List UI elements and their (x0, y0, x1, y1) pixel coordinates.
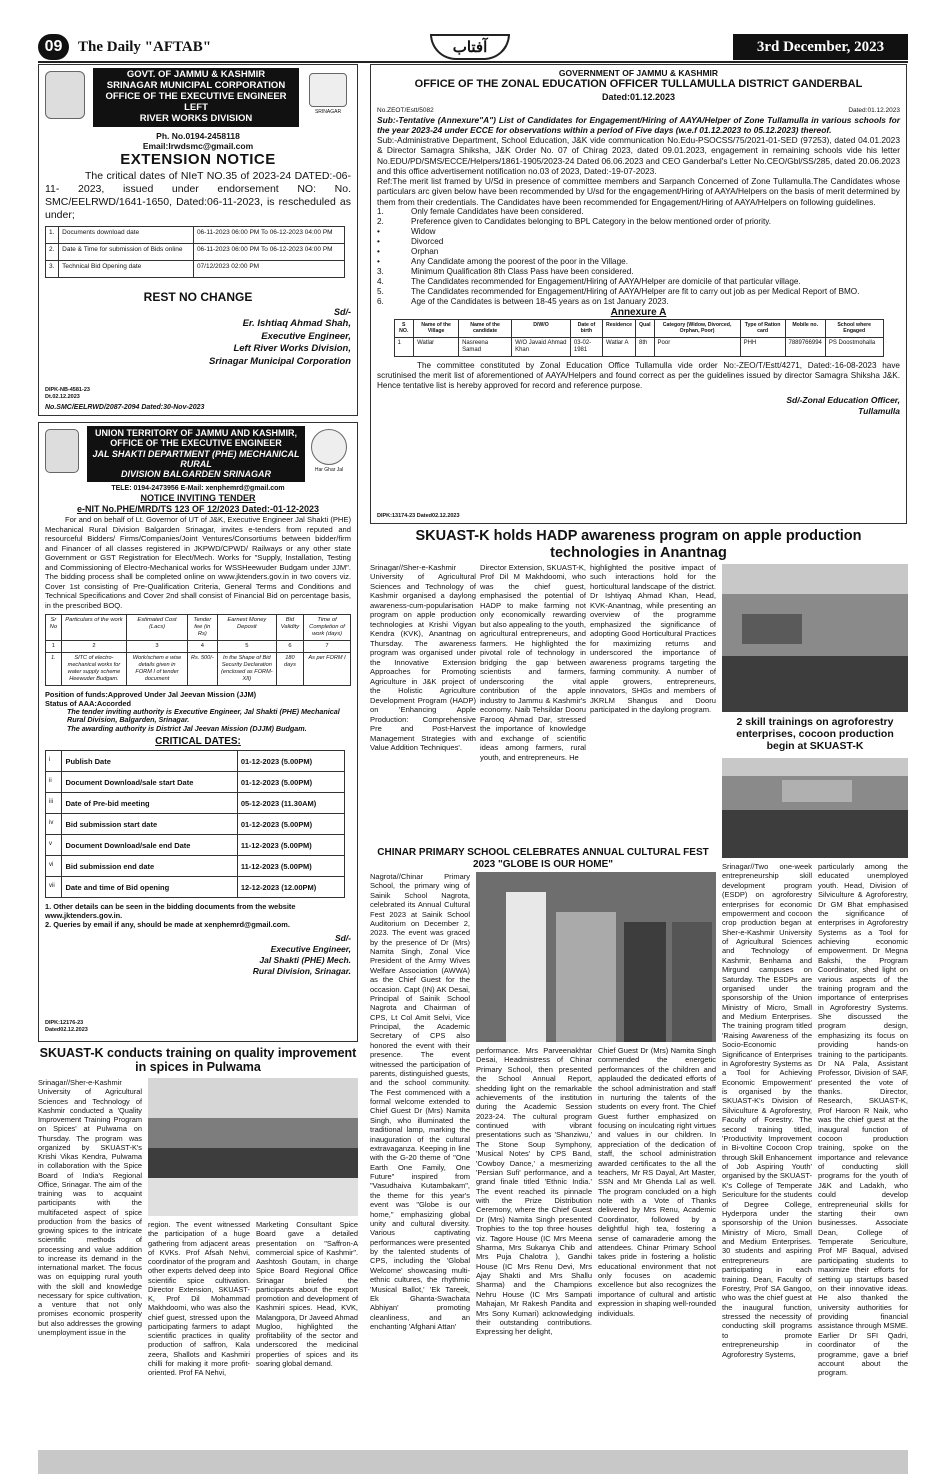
ad2-aaa: Status of AAA:Accorded (45, 698, 131, 708)
ad2-heading (87, 426, 305, 482)
table-header: Sr No (46, 615, 62, 641)
ad2-line4: DIVISION BALGARDEN SRINAGAR (120, 469, 271, 480)
table-cell: v (46, 835, 62, 856)
table-header: Type of Ration card (740, 320, 785, 338)
ad2-signature (45, 944, 351, 977)
ad2-line2: OFFICE OF THE EXECUTIVE ENGINEER (110, 438, 282, 449)
table-cell: Nasreena Samad (459, 337, 512, 357)
ad3-signature (377, 395, 900, 417)
ad1-line4: RIVER WORKS DIVISION (139, 112, 253, 124)
ad2-note2: 2. Queries by email if any, should be made at xenphemrd@gmail.com. (45, 920, 290, 930)
list-marker: 4. (377, 276, 384, 286)
ad2-note1: 1. Other details can be seen in the bidding documents from the website www.jktenders.gov.in. (45, 902, 296, 921)
table-row (46, 814, 345, 835)
list-item (377, 257, 900, 267)
table-row (46, 227, 345, 244)
signature-line: Jal Shakti (PHE) Mech. (259, 954, 351, 965)
hadp-program-photo (722, 564, 908, 712)
ad3-candidate-table (394, 319, 884, 357)
table-cell: 01-12-2023 (5.00PM) (237, 814, 344, 835)
list-item (377, 207, 900, 217)
list-text: Divorced (411, 236, 444, 246)
list-marker: • (377, 236, 380, 246)
list-item (377, 277, 900, 287)
ad2-line3: JAL SHAKTI DEPARTMENT (PHE) MECHANICAL RURAL (92, 448, 300, 470)
table-header: D/W/O (512, 320, 571, 338)
table-cell: 06-11-2023 06:00 PM To 06-12-2023 04:00 PM (193, 227, 344, 244)
table-cell: 4 (187, 641, 217, 653)
list-text: The Candidates recommended for Engagement/Hiring of AAYA/Helper are domicile of that particular village. (411, 276, 801, 286)
footer-band (38, 1450, 908, 1474)
table-cell: 1 (46, 641, 62, 653)
issue-date: 3rd December, 2023 (733, 34, 908, 60)
table-cell: 06-11-2023 06:00 PM To 06-12-2023 04:00 PM (193, 244, 344, 261)
signature-line: Sd/-Zonal Education Officer, (786, 395, 900, 406)
table-cell: 2. (46, 244, 59, 261)
table-cell: 12-12-2023 (12.00PM) (237, 877, 344, 898)
table-cell: Date of Pre-bid meeting (62, 793, 237, 814)
zeo-notice-ad (370, 64, 907, 524)
table-header: Date of birth (570, 320, 602, 338)
smc-logo-text: SRINAGAR (314, 109, 342, 115)
article-spices-col1: Srinagar//Sher-e-Kashmir University of Agricultural Sciences and Technology of Kashmir conducted a 'Quality Improvement Training Program on Spices' at Pulwama on Thursday. The program was organized by SKUAST-K's Krishi Vikas Kendra, Pulwama in collaboration with the Spice Board of India's Regional Office, Srinagar. The aim of the training was to acquaint participants with the multifaceted aspect of spice production from the basics of growing spices to the intricate scientific methods of processing and value addition to increase its demand in the international market. The focus was on equipping rural youth with the skill and knowledge necessary for spice cultivation, a venture that not only promises economic prosperity but also addresses the growing unemployment issue in the (38, 1078, 142, 1337)
signature-line: Tullamulla (858, 406, 900, 417)
ad2-sd: Sd/- (334, 933, 351, 944)
table-cell: Watlar (414, 337, 459, 357)
article-skill-headline: 2 skill trainings on agroforestry enterprises, cocoon production begin at SKUAST-K (736, 716, 894, 753)
article-hadp-headline: SKUAST-K holds HADP awareness program on apple production technologies in Anantnag (415, 528, 862, 561)
ad1-dipk: DIPK-NB-4581-23 Dt.02.12.2023 (45, 387, 90, 400)
ad1-signature (45, 318, 351, 369)
jk-emblem-icon (45, 71, 85, 119)
table-cell: 8th (635, 337, 654, 357)
ad3-line2: OFFICE OF THE ZONAL EDUCATION OFFICER TULLAMULLA DISTRICT GANDERBAL (414, 78, 863, 91)
table-row (46, 856, 345, 877)
extension-notice-title: EXTENSION NOTICE (120, 151, 276, 169)
signature-line: Er. Ishtiaq Ahmad Shah, (242, 317, 351, 329)
list-text: Age of the Candidates is between 18-45 years as on 1st January 2023. (411, 296, 669, 306)
signature-line: Srinagar Municipal Corporation (209, 356, 351, 368)
list-item (377, 217, 900, 227)
ad2-authority1: The tender inviting authority is Executive Engineer, Jal Shakti (PHE) Mechanical Rural Division, Balgarden, Srinagar. (67, 706, 340, 725)
list-text: Preference given to Candidates belonging to BPL Category in the below mentioned order of priority. (411, 216, 772, 226)
list-item (377, 247, 900, 257)
table-row (46, 244, 345, 261)
table-row (46, 751, 345, 772)
table-row (46, 261, 345, 278)
table-cell: Technical Bid Opening date (59, 261, 194, 278)
critical-dates-title: CRITICAL DATES: (155, 735, 241, 747)
tender-title: NOTICE INVITING TENDER (140, 493, 256, 504)
table-cell: 3 (127, 641, 188, 653)
list-marker: • (377, 226, 380, 236)
article-chinar-col3: Chief Guest Dr (Mrs) Namita Singh commended the energetic performances of the children and applauded the dedicated efforts of the school administration and staff in nurturing the talents of the students on every front. The Chief Guest further emphasized on focusing on inculcating right virtues and values in our children. In appreciation of the dedication of staff, the school administration awarded certificates to the all the teachers, Mr RS Dayal, Art Master, SSN and Mr Ghenda Lal as well. The program concluded on a high note with a Vote of Thanks delivered by Mrs Renu, Academic Coordinator, followed by a delightful high tea, fostering a sense of camaraderie among the attendees. Chinar Primary School takes pride in fostering a holistic educational environment that not only focuses on academic excellence but also recognizes the importance of cultural and artistic expression in shaping well-rounded individuals. (598, 1046, 716, 1318)
list-item (377, 267, 900, 277)
list-item (377, 227, 900, 237)
article-hadp-col2: Director Extension, SKUAST-K, Prof Dil M Makhdoomi, who was the chief guest, emphasised the potential of HADP to make farming not only economically rewarding but also appealing to the youth, agricultural entrepreneurs, and farmers. He highlighted the pivotal role of technology in bridging the gap between scientists and farmers, underscoring the vital contribution of the apple industry to Jammu & Kashmir's economy. Naib Tehsildar Dooru Farooq Ahmad Dar, stressed the importance of knowledge and exchange of scientific ideas among farmers, rural youth, and entrepreneurs. He (480, 563, 586, 762)
header-rule (38, 61, 908, 63)
table-cell: iv (46, 814, 62, 835)
table-row (46, 835, 345, 856)
ad3-subject: Sub:-Tentative (Annexure"A") List of Candidates for Engagement/Hiring of AAYA/Helper of Zone Tullamulla in various schools for the year 2023-24 under ECCE for observations within a period of Five days (w.e.f 01.12.2023 to 05.12.2023) thereof. (377, 114, 900, 135)
list-text: The Candidates recommended for Engagement/Hiring of AAYA/Helper are fit to carry out job as per Medical Report of BMO. (411, 286, 860, 296)
table-cell: 5 (217, 641, 276, 653)
list-marker: 6. (377, 296, 384, 306)
table-header: Estimated Cost (Lacs) (127, 615, 188, 641)
ad3-para2: Ref:The merit list framed by U/Sd in presence of committee members and Sarpanch Concerned of Zone Tullamulla.The Candidates whose particulars arc given below have been recommended by U/sd for the engagement/Hiring of AAYA/Helpers on the basis of merit determined by them from their credentials. The Candidates have been recommended for Engagement/Hiring of AAYA/Helpers on following guidelines. (377, 176, 900, 207)
article-skill-col2: particularly among the educated unemployed youth. Head, Division of Silviculture & Agroforestry, Dr GM Bhat emphasised the significance of enterprises in Agroforestry Systems as a Tool for achieving economic empowerment. Dr Megna Bakshi, the Program Coordinator, shed light on various aspects of the training program and the importance of enterprises in Agroforestry Systems. She discussed the program design, emphasizing its focus on providing hands-on training to the participants. Dr NA Pala, Assistant Professor, Division of SAF, presented the vote of thanks. Director, Research, SKUAST-K, Prof Haroon R Naik, who was the chief guest at the inaugural function of cocoon production training, spoke on the importance and relevance of conducting skill programs for the youth of J&K and Ladakh, who could develop entrepreneurial skills for starting their own businesses. Associate Dean, College of Temperate Sericulture, Prof MF Baqual, advised participating students to maximize their efforts for setting up startups based on their innovative ideas. He also thanked the university authorities for providing financial assistance through MSME. Earlier Dr SFI Qadri, coordinator of the programme, gave a brief account about the program. (818, 862, 908, 1378)
jjm-logo-text: Har Ghar Jal (314, 467, 344, 473)
table-cell: 6 (276, 641, 303, 653)
table-header: Residence (603, 320, 636, 338)
table-header: Mobile no. (785, 320, 825, 338)
list-text: Orphan (411, 246, 439, 256)
table-cell: vi (46, 856, 62, 877)
table-header: Time of Completion of work (days) (304, 615, 351, 641)
ad1-sd: Sd/- (334, 306, 351, 317)
table-header: Category (Widow, Divorced, Orphan, Poor) (654, 320, 740, 338)
list-marker: 1. (377, 206, 384, 216)
table-cell: 1 (394, 337, 414, 357)
table-cell: Watlar A (603, 337, 636, 357)
masthead-logo: آفتاب (430, 34, 510, 60)
ad1-line3: OFFICE OF THE EXECUTIVE ENGINEER LEFT (105, 90, 287, 113)
article-spices-col2: region. The event witnessed the participation of a huge gathering from adjacent areas of KVKs. Prof Afsah Nehvi, coordinator of the program and other experts delved deep into scientific spice cultivation. Director Extension, SKUAST-K, Prof Dil Mohammad Makhdoomi, who was also the chief guest, stressed upon the participating farmers to adapt scientific practices in quality production of saffron, Kala zeera, Shallots and Kashmiri chilli for making it more profit-oriented. Prof FA Nehvi, (148, 1220, 250, 1377)
table-cell: iii (46, 793, 62, 814)
article-chinar-col1: Nagrota//Chinar Primary School, the primary wing of Sainik School Nagrota, celebrated its Annual Cultural Fest 2023 at Sainik School Auditorium on December 2, 2023. The event was graced by the presence of Dr (Mrs) Namita Singh, Zonal Vice President of the Army Wives Welfare Association (AWWA) as the Chief Guest for the occasion. Capt (IN) AK Desai, Principal of Sainik School Nagrota and Chairman of CPS, Lt Col Amit Selvi, Vice Principal, the Academic Secretary of CPS also honored the event with their presence. The event witnessed the participation of parents, distinguished guests, and the school community. The Fest commenced with a formal welcome extended to Chief Guest Dr (Mrs) Namita Singh, who illuminated the traditional lamp, marking the inauguration of the cultural extravaganza. Keeping in line with the G-20 theme of "One Earth One Family, One Future" inspired from "Vasudhaiva Kutambakam", the theme for this year's event was "Globe is our home," emphasizing global unity and cultural diversity. Various captivating performances were presented by the talented students of CPS, including the 'Global Welcome' showcasing multi-ethnic cultures, the rhythmic 'Musical Ballot,' 'Ek Tareek, Ek Ghanta-Swachata Abhiyan' promoting cleanliness, and an enchanting 'Afghani Attan' (370, 872, 470, 1331)
article-hadp-col1: Srinagar//Sher-e-Kashmir University of Agricultural Sciences and Technology of Kashmir organised a daylong awareness-cum-popularisation program on apple production technologies at Krishi Vigyan Kendra (KVK), Anantnag on Thursday. The awareness program was organised under the Innovative Extension Approaches for Promoting Agriculture in J&K project of the Holistic Agriculture Development Program (HADP) on 'Enhancing Apple Production: Comprehensive Pre and Post-Harvest Management Strategies with Value Addition Techniques'. (370, 563, 476, 753)
ad3-ref-date: Dated:01.12.2023 (848, 106, 900, 114)
page-header (38, 34, 908, 60)
table-cell: 1. (46, 653, 62, 685)
table-cell: 2 (61, 641, 126, 653)
article-skill-col1: Srinagar//Two one-week entrepreneurship skill development program (ESDP) on agroforestry enterprises for economic empowerment and cocoon crop production began at Sher-e-Kashmir University of Agricultural Sciences and Technology of Kashmir, Benhama and Mirgund campuses on Saturday. The ESDPs are organised under the sponsorship of the Union Ministry of Micro, Small and Medium Enterprises. The training program titled 'Raising Awareness of the Socio-Economic Significance of Enterprises in Agroforestry Systems as a Tool for Achieving Economic Empowerment' is organised by the SKUAST-K's Division of Silviculture & Agroforestry, Faculty of Forestry. The second training titled, 'Productivity Improvement in Bi-voltine Cocoon Crop through Skill Enhancement of Job Aspiring Youth' organised by the SKUAST-K's College of Temperate Sericulture for the students of Degree College, Hyderpora under the sponsorship of the Union Ministry of Micro, Small and Medium Enterprises. 30 students and aspiring entrepreneurs are participating in each training. Dean, Faculty of Forestry, Prof SA Gangoo, who was the chief guest at the inaugural function, stressed the necessity of conducting skill programs to promote entrepreneurship in Agroforestry Systems, (722, 862, 812, 1359)
signature-line: Left River Works Division, (233, 343, 351, 355)
table-cell: 01-12-2023 (5.00PM) (237, 772, 344, 793)
table-header: Earnest Money Deposit (217, 615, 276, 641)
table-cell: Work/schem e wise details given in FORM I of tender document (127, 653, 188, 685)
table-header: Bid Validity (276, 615, 303, 641)
article-spices-col3: Marketing Consultant Spice Board gave a detailed presentation on "Saffron-A commercial spice of Kashmir". Aashtosh Goutam, in charge Spice Board Regional Office Srinagar briefed the participants about the export promotion and development of Kashmiri spices. Head, KVK, Malangpora, Dr Javeed Ahmad Mugloo, highlighted the profitability of the sector and underscored the medicinal properties of spices and its soaring global demand. (256, 1220, 358, 1368)
table-header: Name of the Village (414, 320, 459, 338)
smc-logo-icon (309, 73, 347, 107)
ad1-email: Email:lrwdsmc@gmail.com (142, 140, 254, 151)
ad2-dipk: DIPK:12176-23 Dated02.12.2023 (45, 1020, 88, 1033)
list-marker: 5. (377, 286, 384, 296)
ad3-para3: The committee constituted by Zonal Education Office Tullamulla vide order No:-ZEO/T/Estt/4271, Dated:-16-08-2023 have scrutinised the merit list of aforementioned of AAYA/Helpers and found correct as per the guidelines issued by director Samagra Shiksha J&K. Hence tentative list is hereby approved for record and reference purpose. (377, 361, 900, 391)
list-marker: • (377, 246, 380, 256)
ad2-funds: Position of funds:Approved Under Jal Jeevan Mission (JJM) (45, 689, 257, 699)
table-cell: W/O Javaid Ahmad Khan (512, 337, 571, 357)
ad1-body: The critical dates of NIeT NO.35 of 2023-24 DATED:-06-11- 2023, issued under endorsement NO: No. SMC/EELRWD/1641-1650, Dated:06-11-2023, is rescheduled as under; (45, 169, 351, 221)
skill-training-photo (722, 758, 908, 858)
article-hadp-col3: highlighted the positive impact of such interactions hold for the horticultural landscape of the district. Dr Ishtiyaq Ahmad Khan, Head, KVK-Anantnag, while presenting an overview of the programme emphasized the significance of adopting Good Horticultural Practices for maximizing returns and underscored the importance of awareness programs targeting the farming community. A number of apple growers, entrepreneurs, innovators, SHGs and members of JKRLM Shangus and Dooru participated in the daylong program. (590, 563, 716, 715)
table-row (46, 772, 345, 793)
table-cell: 7 (304, 641, 351, 653)
table-header: Name of the candidate (459, 320, 512, 338)
table-header: School where Engaged (825, 320, 883, 338)
signature-line: Executive Engineer, (270, 943, 351, 954)
tender-nit-no: e-NIT No.PHE/MRD/TS 123 OF 12/2023 Dated:-01-12-2023 (76, 504, 320, 515)
extension-notice-ad (38, 64, 358, 416)
table-cell: 05-12-2023 (11.30AM) (237, 793, 344, 814)
ad3-guidelines (377, 207, 900, 307)
jjm-logo-icon (311, 429, 347, 465)
table-cell: 180 days (276, 653, 303, 685)
ad3-para1: Sub:-Administrative Department, School Education, J&K vide communication No.Edu-PSOCSS/75/2021-01-SED (97253), dated 04.01.2023 & Director Samagra Shiksha, J&K Order No. 07 of Chirag 2023, dated 09.01.2023, engagement in remaining schools vide his letter No.EDU/PD/SMS/ECCE/Helpers/1861-1905/2023-24 Dated 06.06.2023 and CEO Ganderbal's Letter No.CEO/Gbl/SS/285, dated 20.06.2023 and this office advertisement notification no.03 of 2023, Dated:-19-07-2023. (377, 135, 900, 176)
table-cell: SITC of electro-mechanical works for water supply scheme Heewuder Budgam. (61, 653, 126, 685)
ad1-dates-table (45, 226, 345, 278)
critical-dates-table (45, 750, 345, 898)
list-marker: 3. (377, 266, 384, 276)
table-cell: Bid submission end date (62, 856, 237, 877)
ad3-line3: Dated:01.12.2023 (601, 91, 676, 102)
rest-no-change: REST NO CHANGE (143, 290, 253, 305)
spices-training-photo (148, 1078, 358, 1216)
table-header: S NO. (394, 320, 414, 338)
table-cell: Document Download/sale start Date (62, 772, 237, 793)
table-cell: As per FORM I (304, 653, 351, 685)
table-cell: 7889766994 (785, 337, 825, 357)
ad1-order-no: No.SMC/EELRWD/2087-2094 Dated:30-Nov-2023 (45, 404, 205, 411)
table-cell: Date & Time for submission of Bids online (59, 244, 194, 261)
table-cell: Date and time of Bid opening (62, 877, 237, 898)
list-text: Widow (411, 226, 436, 236)
table-cell: Rs. 500/- (187, 653, 217, 685)
table-cell: vii (46, 877, 62, 898)
table-cell: 07/12/2023 02:00 PM (193, 261, 344, 278)
table-cell: Publish Date (62, 751, 237, 772)
list-marker: 2. (377, 216, 384, 226)
ad3-ref-no: No.ZEOT/Estt/5082 (377, 106, 434, 114)
table-cell: Bid submission start date (62, 814, 237, 835)
annexure-title: Annexure A (610, 306, 667, 318)
list-text: Any Candidate among the poorest of the poor in the Village. (411, 256, 628, 266)
ad2-tele: TELE: 0194-2473956 E-Mail: xenphemrd@gmail.com (111, 484, 285, 492)
table-cell: 1. (46, 227, 59, 244)
article-spices-headline: SKUAST-K conducts training on quality improvement in spices in Pulwama (39, 1046, 357, 1075)
ad1-heading (93, 68, 299, 127)
table-cell: 3. (46, 261, 59, 278)
ad3-dipk: DIPK:13174-23 Dated02.12.2023 (377, 513, 460, 519)
list-item (377, 297, 900, 307)
signature-line: Rural Division, Srinagar. (252, 965, 351, 976)
ad3-line1: GOVERNMENT OF JAMMU & KASHMIR (558, 68, 719, 78)
tender-notice-ad (38, 422, 358, 1042)
page-number: 09 (38, 34, 69, 60)
list-item (377, 237, 900, 247)
ad1-line2: SRINAGAR MUNICIPAL CORPORATION (106, 79, 286, 91)
table-row (46, 793, 345, 814)
ad1-line1: GOVT. OF JAMMU & KASHMIR (126, 69, 266, 80)
table-cell: PHH (740, 337, 785, 357)
ad2-authority2: The awarding authority is District Jal Jeevan Mission (DJJM) Budgam. (67, 724, 307, 734)
table-cell: PS Doostmohalla (825, 337, 883, 357)
list-text: Minimum Qualification 8th Class Pass have been considered. (411, 266, 634, 276)
table-header: Qual (635, 320, 654, 338)
table-cell: 01-12-2023 (5.00PM) (237, 751, 344, 772)
list-marker: • (377, 256, 380, 266)
table-cell: In the Shape of Bid Security Declaration (enclosed as FORM-XII) (217, 653, 276, 685)
table-row (46, 877, 345, 898)
list-text: Only female Candidates have been considered. (411, 206, 584, 216)
india-emblem-icon (45, 429, 79, 473)
ad1-phone: Ph. No.0194-2458118 (156, 130, 240, 141)
table-cell: 03-02-1981 (570, 337, 602, 357)
table-cell: Poor (654, 337, 740, 357)
signature-line: Executive Engineer, (261, 330, 351, 342)
chinar-fest-photo (476, 872, 716, 1042)
table-cell: 11-12-2023 (5.00PM) (237, 856, 344, 877)
table-cell: i (46, 751, 62, 772)
paper-name: The Daily "AFTAB" (78, 39, 212, 55)
ad2-line1: UNION TERRITORY OF JAMMU AND KASHMIR, (94, 428, 297, 438)
ad2-body: For and on behalf of Lt. Governor of UT of J&K, Executive Engineer Jal Shakti (PHE) Mechanical Rural Division Balgarden Srinagar, invites e-tenders from reputed and resourceful Bidders/ Firms/Companies/Joint Ventures/Consortiums between bidder/firm and Financer of all classes registered in JKPWD/CPWD/ Railways or any other state Government or GST Registration for Elect/Mech. Works for "Supply, Installation, Testing and Commissioning of Electro-Mechanical works for WSSHeewuder Budgam under JJM". The bidding process shall be completed online on www.jktenders.gov.in in two covers viz. Cover 1st consisting of Pre-Qualification Criteria, General Terms and Conditions and Technical Specifications and Cover 2nd shall consist of Financial Bid on percentage basis, in the prescribed BOQ. (45, 515, 351, 610)
list-item (377, 287, 900, 297)
ad2-work-table (45, 614, 351, 686)
table-cell: Document Download/sale end Date (62, 835, 237, 856)
article-chinar-headline: CHINAR PRIMARY SCHOOL CELEBRATES ANNUAL CULTURAL FEST 2023 "GLOBE IS OUR HOME" (377, 847, 709, 870)
article-chinar-col2: performance. Mrs Parveenakhtar Desai, Headmistress of Chinar Primary School, then presented the School Annual Report, shedding light on the remarkable achievements of the institution during the Academic Session 2023-24. The cultural program continued with vibrant presentations such as 'Shanziwu,' The Stone Soup Symphony, 'Musical Notes' by CPS Band, 'Cowboy Dance,' a mesmerizing 'Persian Sufi' performance, and a grand finale titled 'Ethnic India.' The event reached its pinnacle with the Prize Distribution Ceremony, where the Chief Guest Dr (Mrs) Namita Singh presented Trophies to the top three houses viz. Tagore House (IC Mrs Meena Sharma, Mrs Sukanya Chib and Mrs Puja Chalotra ), Gandhi House (IC Mrs Renu Devi, Mrs Ajay Shakti and Mrs Shallu Sharma) and the Champions Nehru House (IC Mrs Sampati Mahajan, Mr Rakesh Pandita and Mrs Sony Kumari) acknowledging their outstanding contributions. Expressing her delight, (476, 1046, 592, 1337)
table-cell: Documents download date (59, 227, 194, 244)
ad3-ref-row (377, 107, 900, 115)
table-header: Particulars of the work (61, 615, 126, 641)
table-cell: ii (46, 772, 62, 793)
table-cell: 11-12-2023 (5.00PM) (237, 835, 344, 856)
table-header: Tender fee (in Rs) (187, 615, 217, 641)
